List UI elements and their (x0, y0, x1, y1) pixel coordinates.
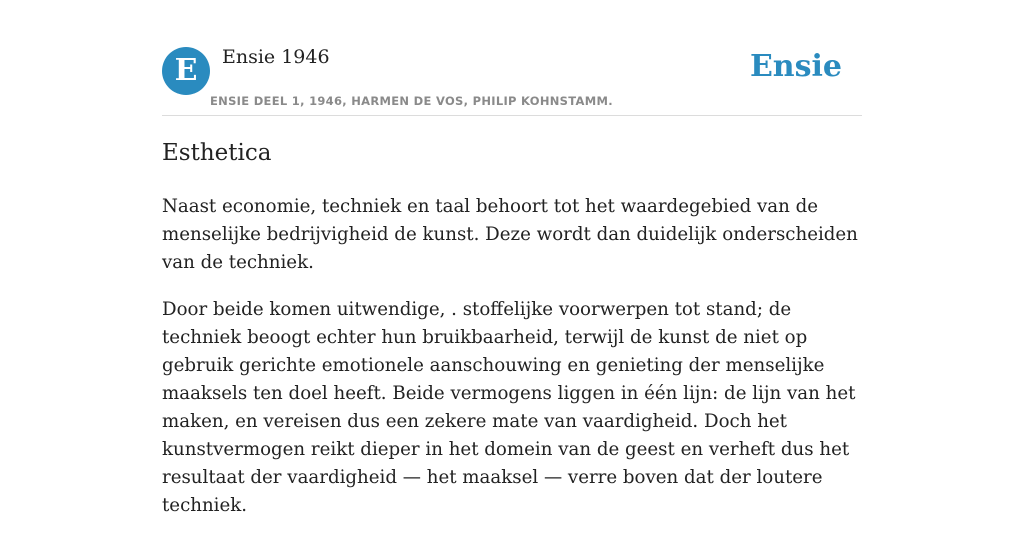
source-title[interactable]: Ensie 1946 (222, 46, 330, 68)
entry-title: Esthetica (162, 140, 272, 166)
page (162, 0, 862, 516)
paragraph: Door beide komen uitwendige, . stoffelijke voorwerpen tot stand; de techniek beoogt echter hun bruikbaarheid, terwijl de kunst de niet op gebruik gerichte emotionele aanschouwing en genieting der menselijke maaksels ten doel heeft. Beide vermogens liggen in één lijn: de lijn van het maken, en vereisen dus een zekere mate van vaardigheid. Doch het kunstvermogen reikt dieper in het domein van de geest en verheft dus het resultaat der vaardigheid — het maaksel — verre boven dat der loutere techniek. (162, 299, 856, 516)
paragraph: Naast economie, techniek en taal behoort tot het waardegebied van de menselijke bedrijvigheid de kunst. Deze wordt dan duidelijk onderscheiden van de techniek. (162, 196, 858, 273)
header (162, 0, 862, 116)
logo-letter: E (174, 53, 198, 88)
brand-logo-link[interactable]: Ensie (749, 49, 842, 84)
source-meta: ENSIE DEEL 1, 1946, HARMEN DE VOS, PHILIP KOHNSTAMM. (210, 94, 613, 108)
entry-body (162, 193, 862, 539)
ensie-logo-icon[interactable] (162, 47, 210, 95)
